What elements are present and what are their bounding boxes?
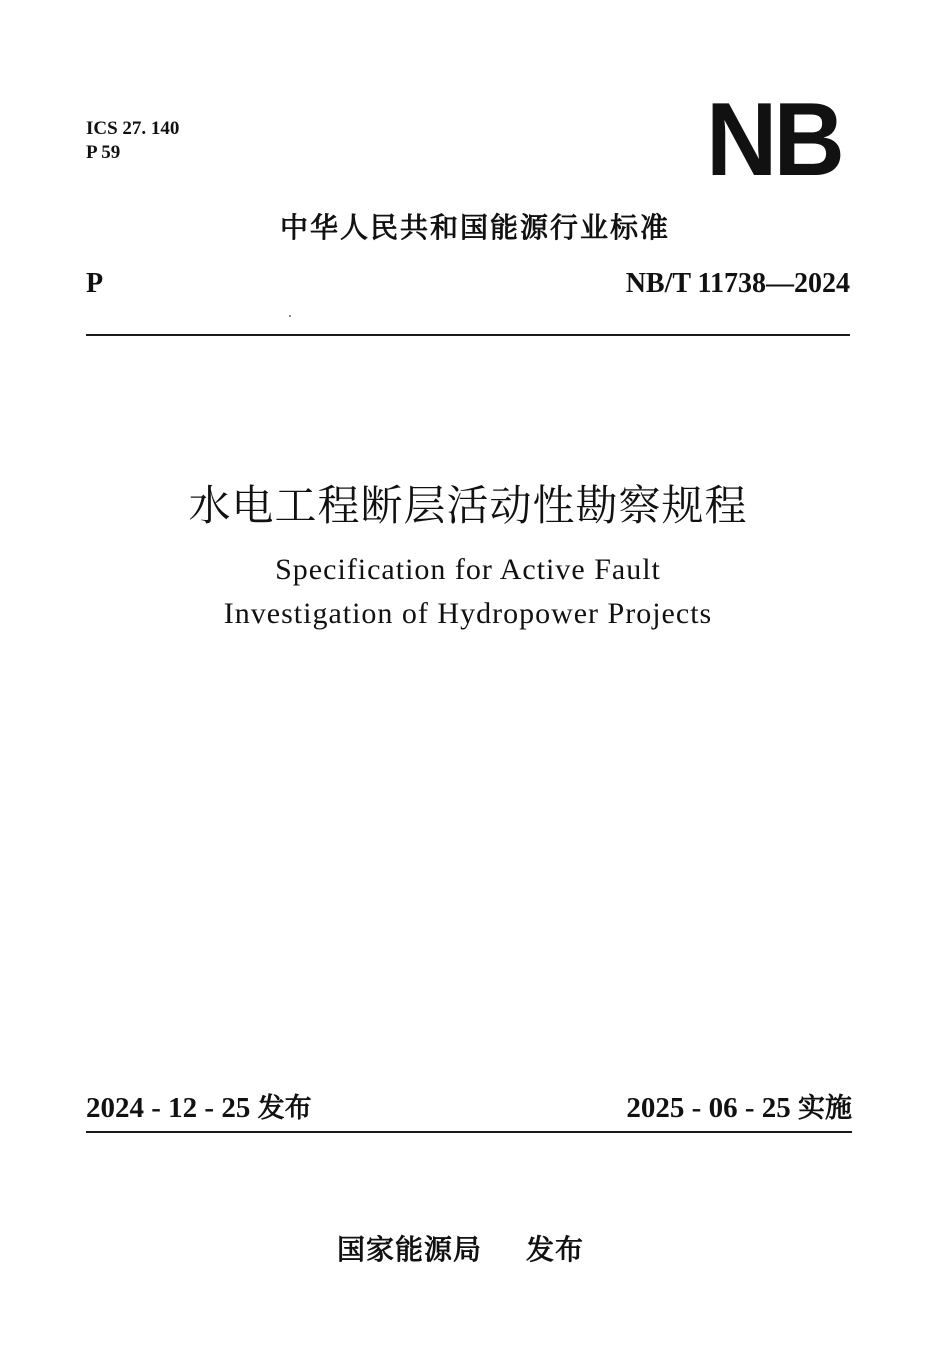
implementation-label: 实施 xyxy=(798,1093,852,1124)
standard-number: NB/T 11738—2024 xyxy=(625,268,850,299)
print-speck xyxy=(289,315,291,317)
standard-type-label: 中华人民共和国能源行业标准 xyxy=(279,211,670,244)
issue-date: 2024 - 12 - 25 xyxy=(86,1092,251,1124)
issue-label: 发布 xyxy=(257,1093,312,1124)
bottom-divider xyxy=(86,1131,852,1133)
ccs-code: P 59 xyxy=(86,142,121,163)
top-divider xyxy=(86,334,850,336)
implementation-date-block xyxy=(626,1086,852,1125)
publisher-line xyxy=(337,1228,584,1268)
issue-date-block xyxy=(86,1086,312,1125)
implementation-date: 2025 - 06 - 25 xyxy=(626,1092,791,1124)
nb-logo: NB xyxy=(706,82,842,198)
title-chinese: 水电工程断层活动性勘察规程 xyxy=(188,481,748,530)
publisher-name: 国家能源局 xyxy=(337,1233,483,1266)
title-english-line1: Specification for Active Fault xyxy=(275,553,661,586)
classification-codes xyxy=(86,117,179,165)
title-english-line2: Investigation of Hydropower Projects xyxy=(223,597,713,630)
standard-category: P xyxy=(86,268,104,299)
ics-code: ICS 27. 140 xyxy=(86,118,180,139)
publisher-action: 发布 xyxy=(526,1233,585,1266)
